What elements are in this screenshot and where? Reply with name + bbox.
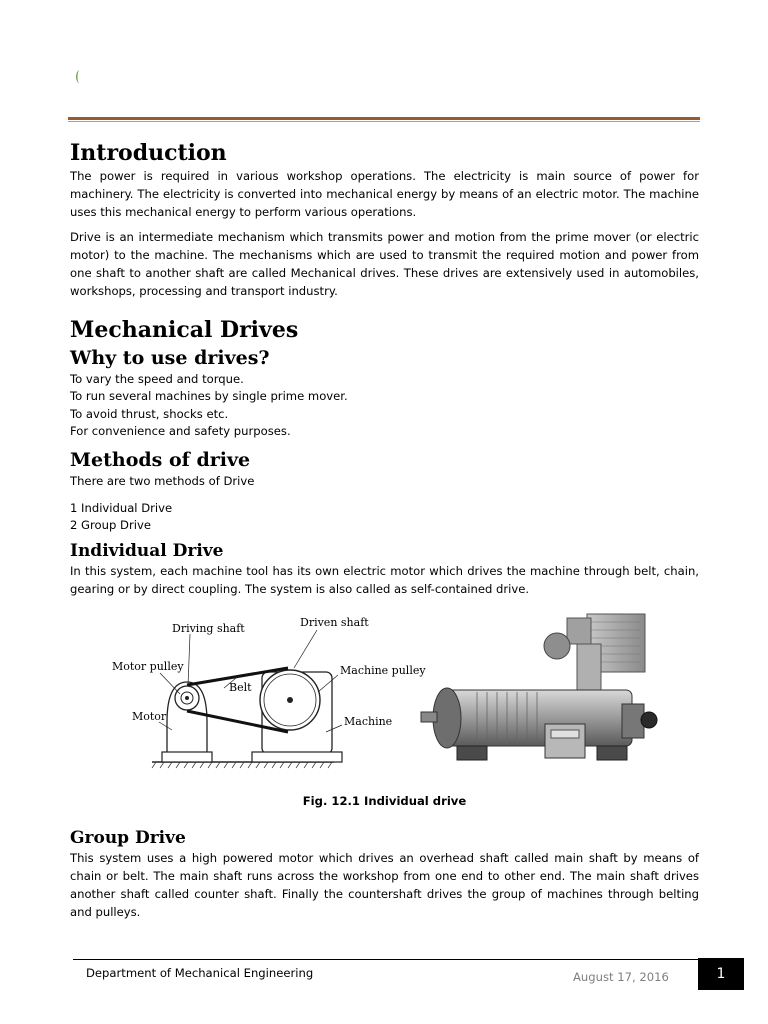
group-drive-heading: Group Drive	[70, 828, 186, 849]
methods-heading: Methods of drive	[70, 448, 251, 471]
label-machine: Machine	[344, 715, 393, 729]
intro-paragraph-2: Drive is an intermediate mechanism which transmits power and motion from the prime mover (or electric motor) to the machine. The mechanisms which are used to transmit the required motion and power from one shaft to another shaft are called Mechanical drives. These drives are extensively used in automobiles, workshops, processing and transport industry.	[70, 230, 699, 298]
intro-paragraph-1: The power is required in various workshop operations. The electricity is main source of power for machinery. The electricity is converted into mechanical energy by means of an electric motor. The machine uses this mechanical energy to perform various operations.	[70, 169, 699, 219]
reason-item: To run several machines by single prime mover.	[70, 389, 348, 404]
electric-motor-illustration	[417, 612, 662, 772]
label-driven-shaft: Driven shaft	[300, 616, 369, 630]
footer-date: August 17, 2016	[573, 970, 669, 984]
label-belt: Belt	[229, 681, 252, 695]
label-motor: Motor	[132, 710, 167, 724]
document-body	[70, 136, 699, 922]
label-motor-pulley: Motor pulley	[112, 660, 184, 674]
figure-individual-drive	[70, 612, 699, 782]
belt-drive-diagram	[112, 612, 426, 774]
footer-department: Department of Mechanical Engineering	[86, 966, 314, 980]
method-item: 2 Group Drive	[70, 518, 151, 533]
methods-intro: There are two methods of Drive	[70, 473, 255, 488]
individual-drive-text: In this system, each machine tool has its own electric motor which drives the machine through belt, chain, gearing or by direct coupling. The system is also called as self-contained drive.	[70, 563, 699, 596]
label-machine-pulley: Machine pulley	[340, 664, 426, 678]
header-rule	[68, 117, 700, 120]
reason-item: To avoid thrust, shocks etc.	[70, 406, 229, 421]
method-item: 1 Individual Drive	[70, 500, 173, 515]
page-number: 1	[698, 958, 744, 990]
reason-item: For convenience and safety purposes.	[70, 424, 291, 439]
reason-item: To vary the speed and torque.	[70, 371, 244, 386]
logo-leaf-icon	[74, 70, 80, 84]
header-rule-thin	[68, 121, 700, 122]
individual-drive-heading: Individual Drive	[70, 540, 224, 561]
mechanical-drives-heading: Mechanical Drives	[70, 316, 299, 343]
why-drives-heading: Why to use drives?	[70, 346, 270, 369]
group-drive-text: This system uses a high powered motor which drives an overhead shaft called main shaft by means of chain or belt. The main shaft runs across the workshop from one end to other end. The main shaft drives another shaft called counter shaft. Finally the countershaft drives the group of machines through belting and pulleys.	[70, 851, 699, 919]
intro-heading: Introduction	[70, 140, 227, 166]
figure-caption: Fig. 12.1 Individual drive	[302, 794, 467, 809]
footer-rule	[73, 959, 698, 960]
label-driving-shaft: Driving shaft	[172, 622, 245, 636]
